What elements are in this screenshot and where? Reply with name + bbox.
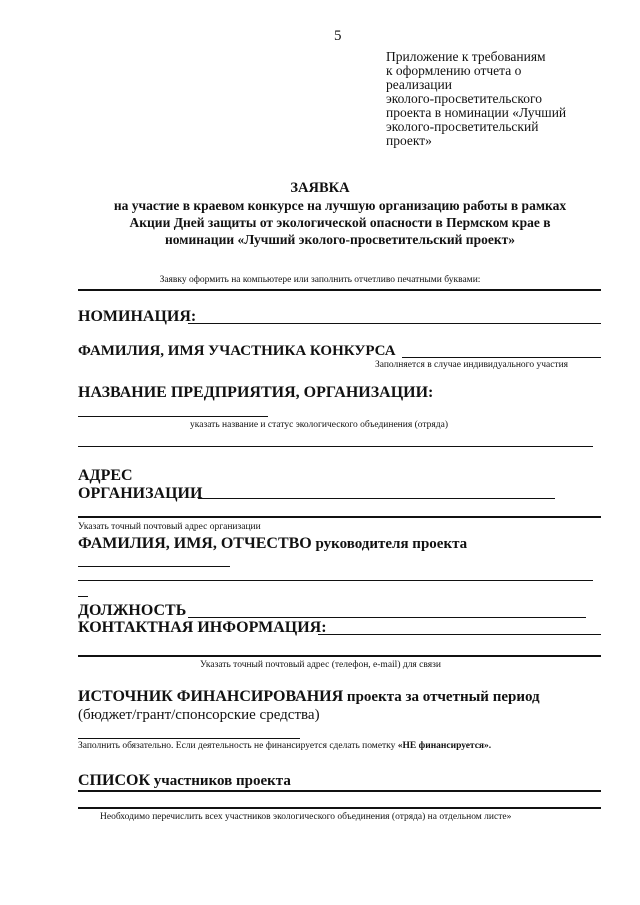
appendix-line: эколого-просветительский <box>386 119 539 134</box>
dash-mark <box>78 596 88 597</box>
organization-field[interactable] <box>78 446 593 447</box>
divider <box>78 289 601 291</box>
funding-hint-text: Заполнить обязательно. Если деятельность не финансируется сделать пометку <box>78 741 398 751</box>
participants-field-line[interactable] <box>78 807 601 809</box>
funding-field[interactable] <box>78 738 300 739</box>
participants-label-rest: участников проекта <box>150 773 291 789</box>
participants-label <box>78 772 291 790</box>
address-hint: Указать точный почтовый адрес организации <box>78 522 261 532</box>
participants-field[interactable] <box>78 790 601 792</box>
page-number: 5 <box>334 28 342 44</box>
participants-label-bold: СПИСОК <box>78 772 151 789</box>
organization-label: НАЗВАНИЕ ПРЕДПРИЯТИЯ, ОРГАНИЗАЦИИ: <box>78 384 434 401</box>
address-field[interactable] <box>198 498 555 499</box>
participants-hint: Необходимо перечислить всех участников экологического объединения (отряда) на отдельном листе» <box>100 812 512 822</box>
subtitle-line: на участие в краевом конкурсе на лучшую организацию работы в рамках <box>113 198 567 213</box>
contact-label: КОНТАКТНАЯ ИНФОРМАЦИЯ: <box>78 619 327 636</box>
appendix-line: реализации <box>386 77 452 92</box>
appendix-line: проект» <box>386 133 432 148</box>
leader-label <box>78 535 467 553</box>
fill-instruction: Заявку оформить на компьютере или заполнить отчетливо печатными буквами: <box>159 275 481 285</box>
appendix-line: эколого-просветительского <box>386 91 542 106</box>
form-subtitle <box>70 197 610 248</box>
nomination-label: НОМИНАЦИЯ: <box>78 308 197 325</box>
contact-hint: Указать точный почтовый адрес (телефон, e-mail) для связи <box>200 660 441 670</box>
organization-field-short[interactable] <box>78 416 268 417</box>
subtitle-line: номинации «Лучший эколого-просветительский проект» <box>165 232 515 247</box>
appendix-line: Приложение к требованиям <box>386 49 546 64</box>
leader-label-rest: руководителя проекта <box>311 536 468 552</box>
contact-field[interactable] <box>318 634 601 635</box>
funding-label-bold: ИСТОЧНИК ФИНАНСИРОВАНИЯ <box>78 688 344 705</box>
form-title: ЗАЯВКА <box>290 180 350 196</box>
leader-label-bold: ФАМИЛИЯ, ИМЯ, ОТЧЕСТВО <box>78 535 312 552</box>
participant-name-field[interactable] <box>402 357 601 358</box>
organization-hint: указать название и статус экологического объединения (отряда) <box>190 420 448 430</box>
leader-field[interactable] <box>78 580 593 581</box>
address-field-line[interactable] <box>78 516 601 518</box>
appendix-note <box>386 50 626 148</box>
appendix-line: к оформлению отчета о <box>386 63 522 78</box>
subtitle-line: Акции Дней защиты от экологической опасности в Пермском крае в <box>129 215 551 230</box>
appendix-line: проекта в номинации «Лучший <box>386 105 567 120</box>
address-label-1: АДРЕС <box>78 467 133 484</box>
funding-hint <box>78 741 491 751</box>
nomination-field[interactable] <box>188 323 601 324</box>
position-label: ДОЛЖНОСТЬ <box>78 602 187 619</box>
leader-field-short[interactable] <box>78 566 230 567</box>
participant-hint: Заполняется в случае индивидуального участия <box>375 360 569 370</box>
funding-label-rest: проекта за отчетный период <box>343 689 540 705</box>
participant-name-label: ФАМИЛИЯ, ИМЯ УЧАСТНИКА КОНКУРСА <box>78 343 396 359</box>
position-field[interactable] <box>188 617 586 618</box>
funding-options: (бюджет/грант/спонсорские средства) <box>78 707 320 723</box>
funding-hint-bold: «НЕ финансируется». <box>397 741 492 751</box>
address-label-2: ОРГАНИЗАЦИИ <box>78 485 203 502</box>
funding-label <box>78 688 540 706</box>
contact-field-line[interactable] <box>78 655 601 657</box>
